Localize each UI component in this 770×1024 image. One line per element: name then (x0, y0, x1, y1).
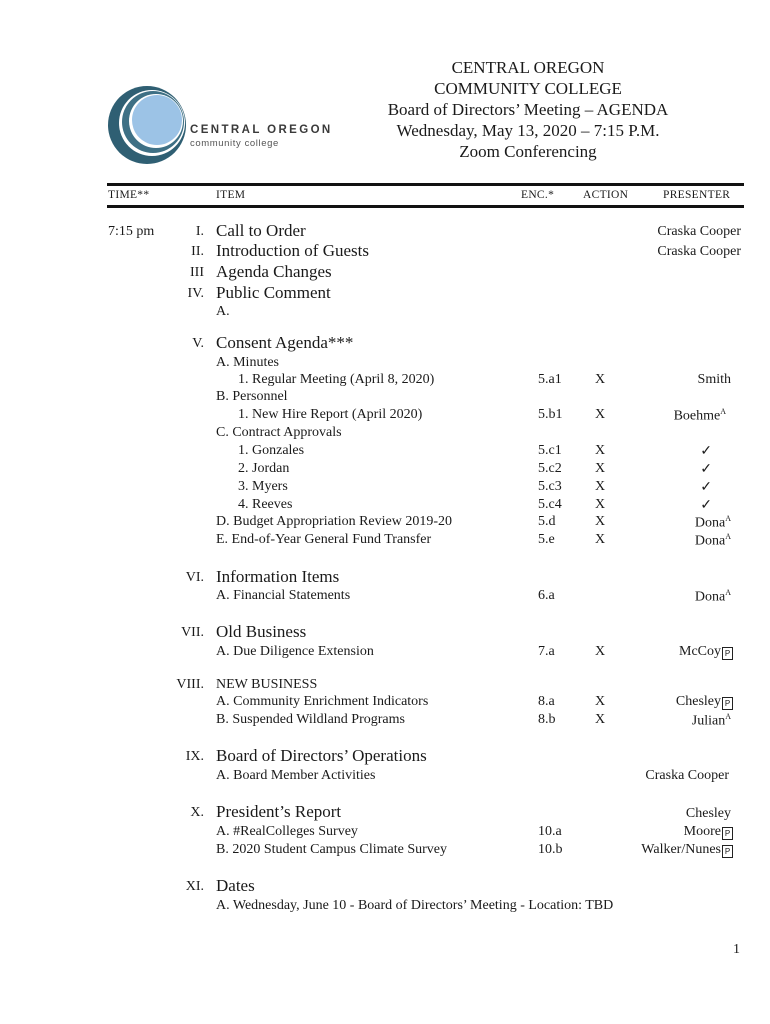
section-number: I. (195, 224, 204, 239)
col-action-header: ACTION (583, 189, 629, 201)
list-item: E. End-of-Year General Fund Transfer (216, 532, 432, 547)
list-item: B. Suspended Wildland Programs (216, 712, 405, 727)
logo-text-line2: community college (190, 138, 279, 149)
section-number: X. (190, 805, 204, 820)
section-title: Introduction of Guests (216, 241, 369, 260)
header-college-name: CENTRAL OREGON (451, 58, 605, 77)
col-enc-header: ENC.* (521, 189, 555, 201)
action-mark: X (595, 532, 606, 547)
presentation-icon: P (722, 845, 733, 858)
list-item: B. Personnel (216, 389, 288, 404)
action-mark: X (595, 479, 606, 494)
list-item: 2. Jordan (238, 461, 290, 476)
header-location: Zoom Conferencing (459, 142, 597, 161)
section-title: Public Comment (216, 283, 331, 302)
action-mark: X (595, 644, 606, 659)
section-title: Consent Agenda*** (216, 333, 354, 352)
presentation-icon: P (722, 697, 733, 710)
header-rule-top (107, 183, 744, 186)
section-title: Old Business (216, 622, 307, 641)
section-number: VI. (185, 570, 204, 585)
enclosure-ref: 5.c2 (538, 461, 562, 476)
header-meeting-date: Wednesday, May 13, 2020 – 7:15 P.M. (396, 121, 660, 140)
presenter: Dona$^A$ (694, 514, 731, 531)
section-number: II. (191, 244, 204, 259)
enclosure-ref: 6.a (538, 588, 555, 603)
section-number: IV. (187, 286, 204, 301)
presenter: Walker/Nunes P (553, 842, 733, 858)
section-title: Call to Order (216, 221, 306, 240)
list-item: A. Financial Statements (216, 588, 351, 603)
enclosure-ref: 10.a (538, 824, 562, 839)
enclosure-ref: 5.b1 (538, 407, 563, 422)
presenter: McCoy P (553, 644, 733, 660)
enclosure-ref: 10.b (538, 842, 563, 857)
section-number: VII. (181, 625, 204, 640)
presenter: Boehme$^A$ (673, 407, 726, 424)
presenter: Craska Cooper (657, 224, 741, 239)
list-item: B. 2020 Student Campus Climate Survey (216, 842, 447, 857)
section-title: President’s Report (216, 802, 342, 821)
section-title: NEW BUSINESS (216, 677, 318, 692)
section-title: Information Items (216, 567, 340, 586)
action-mark: X (595, 712, 606, 727)
section-number: VIII. (176, 677, 204, 692)
list-item: 4. Reeves (238, 497, 293, 512)
action-mark: X (595, 497, 606, 512)
action-mark: X (595, 694, 606, 709)
presenter: Craska Cooper (645, 768, 729, 783)
action-mark: X (595, 372, 606, 387)
action-mark: X (595, 461, 606, 476)
presenter: Dona$^A$ (694, 532, 731, 549)
presenter: Julian$^A$ (691, 712, 731, 729)
presenter: Chesley (685, 806, 731, 821)
checkmark-icon: ✓ (700, 444, 712, 459)
presentation-icon: P (722, 827, 733, 840)
list-item: A. Due Diligence Extension (216, 644, 374, 659)
section-number: XI. (185, 879, 204, 894)
list-item: 3. Myers (238, 479, 288, 494)
section-title: Dates (216, 876, 255, 895)
col-presenter-header: PRESENTER (663, 189, 731, 201)
section-number: III (190, 265, 204, 280)
presenter: Moore P (553, 824, 733, 840)
presenter: Chesley P (553, 694, 733, 710)
page-number: 1 (733, 942, 740, 957)
list-item: A. Community Enrichment Indicators (216, 694, 429, 709)
list-item: 1. Gonzales (238, 443, 305, 458)
section-title: Agenda Changes (216, 262, 332, 281)
presentation-icon: P (722, 647, 733, 660)
col-time-header: TIME** (108, 189, 150, 201)
enclosure-ref: 8.b (538, 712, 556, 727)
section-number: V. (192, 336, 204, 351)
section-number: IX. (185, 749, 204, 764)
list-item: A. #RealColleges Survey (216, 824, 358, 839)
action-mark: X (595, 443, 606, 458)
list-item: 1. Regular Meeting (April 8, 2020) (238, 372, 435, 387)
action-mark: X (595, 514, 606, 529)
action-mark: X (595, 407, 606, 422)
enclosure-ref: 5.a1 (538, 372, 562, 387)
header-rule-bottom (107, 205, 744, 208)
enclosure-ref: 5.c4 (538, 497, 562, 512)
presenter: Craska Cooper (657, 244, 741, 259)
logo-text-line1: CENTRAL OREGON (190, 124, 333, 136)
checkmark-icon: ✓ (700, 462, 712, 477)
enclosure-ref: 8.a (538, 694, 555, 709)
list-item: A. Minutes (216, 355, 279, 370)
list-item: A. Board Member Activities (216, 768, 376, 783)
enclosure-ref: 5.c1 (538, 443, 562, 458)
list-item: A. Wednesday, June 10 - Board of Directors’ Meeting - Location: TBD (216, 898, 614, 913)
presenter: Dona$^A$ (694, 588, 731, 605)
list-item: D. Budget Appropriation Review 2019-20 (216, 514, 453, 529)
meeting-time: 7:15 pm (108, 224, 155, 239)
checkmark-icon: ✓ (700, 498, 712, 513)
header-college-name-2: COMMUNITY COLLEGE (434, 79, 622, 98)
section-title: Board of Directors’ Operations (216, 746, 427, 765)
col-item-header: ITEM (216, 189, 246, 201)
checkmark-icon: ✓ (700, 480, 712, 495)
list-item: 1. New Hire Report (April 2020) (238, 407, 423, 422)
enclosure-ref: 7.a (538, 644, 555, 659)
enclosure-ref: 5.c3 (538, 479, 562, 494)
list-item: A. (216, 304, 230, 319)
enclosure-ref: 5.d (538, 514, 556, 529)
header-meeting-title: Board of Directors’ Meeting – AGENDA (387, 100, 669, 119)
enclosure-ref: 5.e (538, 532, 555, 547)
presenter: Smith (697, 372, 731, 387)
college-logo-icon (106, 84, 196, 166)
list-item: C. Contract Approvals (216, 425, 342, 440)
